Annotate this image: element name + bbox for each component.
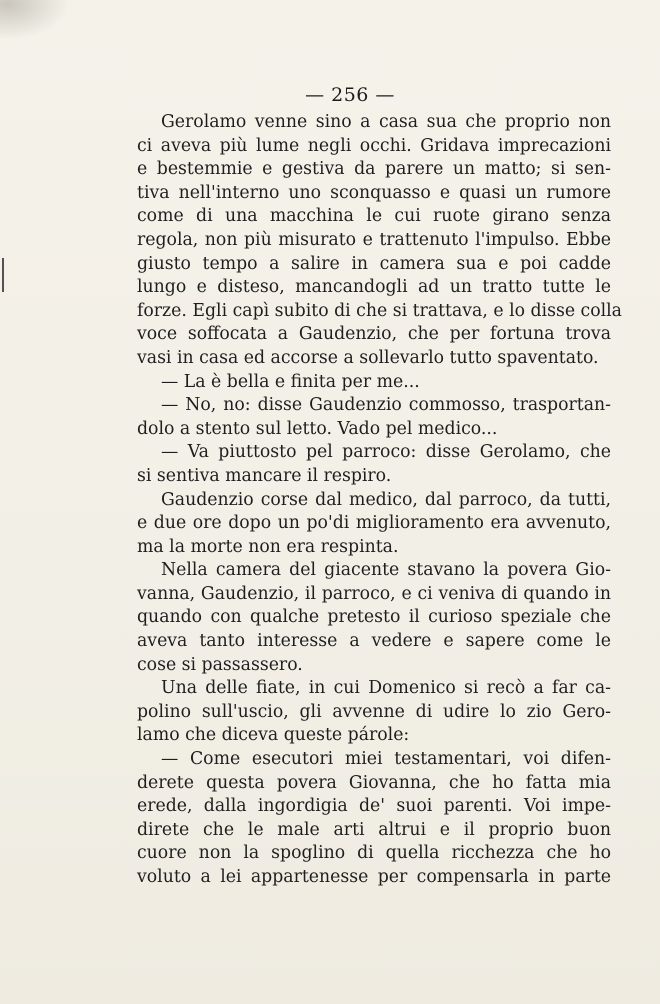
text-line: Nella camera del giacente stavano la povera Gio- bbox=[161, 560, 611, 581]
text-line: Gerolamo venne sino a casa sua che proprio non bbox=[161, 112, 611, 132]
text-line: regola, non più misurato e trattenuto l'impulso. Ebbe bbox=[137, 229, 611, 250]
text-line: — No, no: disse Gaudenzio commosso, trasportan- bbox=[161, 395, 611, 416]
text-line: vanna, Gaudenzio, il parroco, e ci veniva di quando in bbox=[137, 583, 611, 604]
text-line: direte che le male arti altrui e il proprio buon bbox=[137, 819, 611, 840]
page-number: — 256 — bbox=[305, 84, 395, 106]
text-line: — La è bella e finita per me... bbox=[161, 371, 420, 392]
text-line: aveva tanto interesse a vedere e sapere come le bbox=[137, 631, 611, 652]
text-line: derete questa povera Giovanna, che ho fatta mia bbox=[137, 772, 611, 793]
text-line: — Va piuttosto pel parroco: disse Gerolamo, che bbox=[161, 442, 611, 463]
text-line: lamo che diceva queste párole: bbox=[137, 725, 410, 746]
text-line: voluto a lei appartenesse per compensarla in parte bbox=[137, 867, 611, 887]
text-line: tiva nell'interno uno sconquasso e quasi un rumore bbox=[137, 182, 611, 203]
text-line: dolo a stento sul letto. Vado pel medico... bbox=[137, 418, 498, 439]
text-line: ma la morte non era respinta. bbox=[137, 536, 399, 557]
text-line: e due ore dopo un po'di miglioramento era avvenuto, bbox=[137, 513, 611, 534]
text-line: come di una macchina le cui ruote girano senza bbox=[137, 206, 611, 227]
text-line: Gaudenzio corse dal medico, dal parroco, da tutti, bbox=[161, 489, 611, 510]
text-line: cuore non la spoglino di quella ricchezza che ho bbox=[137, 843, 611, 864]
text-line: ci aveva più lume negli occhi. Gridava imprecazioni bbox=[137, 135, 611, 156]
scan-edge-mark bbox=[2, 258, 4, 292]
text-line: Una delle fiate, in cui Domenico si recò a far ca- bbox=[161, 678, 611, 699]
text-line: forze. Egli capì subito di che si trattava, e lo disse colla bbox=[137, 300, 622, 321]
text-line: voce soffocata a Gaudenzio, che per fortuna trova bbox=[137, 324, 611, 345]
text-line: si sentiva mancare il respiro. bbox=[137, 465, 392, 486]
text-line: erede, dalla ingordigia de' suoi parenti. Voi impe- bbox=[137, 796, 611, 817]
text-line: lungo e disteso, mancandogli ad un tratto tutte le bbox=[137, 277, 611, 298]
text-line: — Come esecutori miei testamentari, voi difen- bbox=[161, 749, 611, 770]
text-line: quando con qualche pretesto il curioso speziale che bbox=[137, 607, 611, 628]
text-line: e bestemmie e gestiva da parere un matto; si sen- bbox=[137, 159, 611, 180]
text-line: cose si passassero. bbox=[137, 654, 303, 675]
page-stain bbox=[0, 0, 70, 40]
text-line: giusto tempo a salire in camera sua e poi cadde bbox=[137, 253, 611, 274]
text-line: polino sull'uscio, gli avvenne di udire lo zio Gero- bbox=[137, 701, 611, 722]
body-text bbox=[137, 111, 622, 890]
text-line: vasi in casa ed accorse a sollevarlo tutto spaventato. bbox=[137, 347, 599, 368]
